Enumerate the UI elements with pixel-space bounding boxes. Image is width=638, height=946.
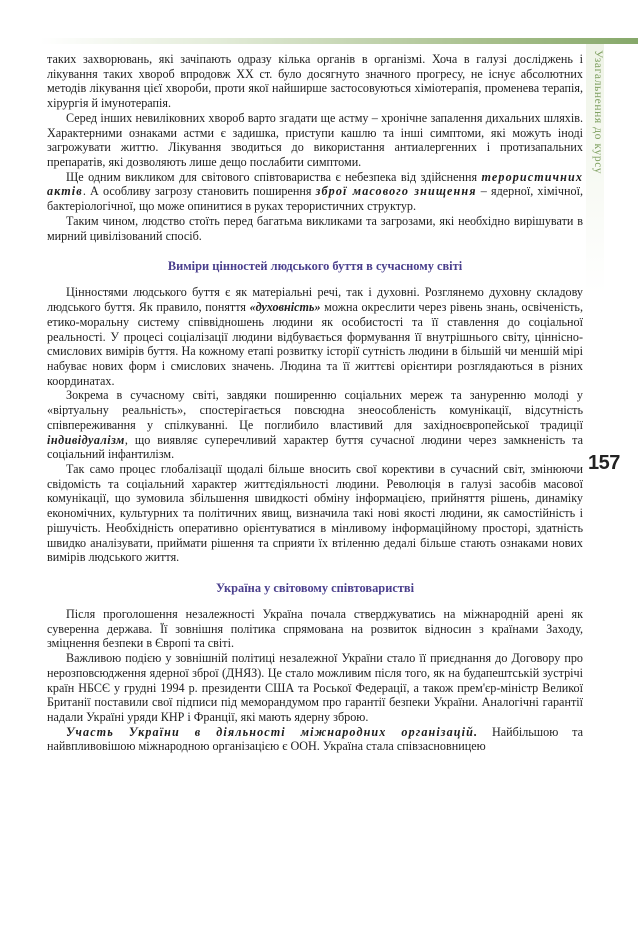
section-ukraine: [47, 607, 583, 754]
text-run: , що виявляє суперечливий характер буття сучасної людини через замкненість та соціальний інфантилізм.: [47, 432, 583, 462]
page-number: 157: [588, 452, 620, 474]
text-run: Ще одним викликом для світового співтовариства є небезпека від здійснення: [66, 169, 482, 184]
side-running-title: Узагальнення до курсу: [592, 50, 604, 175]
paragraph: [47, 285, 583, 388]
paragraph: [47, 111, 583, 170]
paragraph: [47, 651, 583, 725]
text-run: Цінностями людського буття є як матеріальні речі, так і духовні. Розглянемо духовну складову людського буття. Як правило, поняття: [47, 285, 583, 315]
section-heading: Україна у світовому співтоваристві: [215, 581, 415, 595]
header-decor-bar: [40, 38, 638, 44]
text-run: Після проголошення незалежності Україна почала стверджуватись на міжнародній арені як суверенна держава. Її зовнішня політика спрямована на розвиток відносин з країнами Заходу, зміцнення безпеки в Європі та світі.: [47, 607, 583, 651]
emphasized-term: Участь України в діяльності міжнародних організацій.: [66, 724, 479, 739]
text-run: Серед інших невиліковних хвороб варто згадати ще астму – хронічне запалення дихальних шляхів. Характерними ознаками астми є задишка, приступи кашлю та інші симптоми, які можуть іноді загрожувати життю. Лікування зводиться до використання антиалергенних і протизапальних препаратів, які дозволяють лише дещо послабити симптоми.: [47, 110, 583, 170]
paragraph: [47, 462, 583, 565]
text-run: Важливою подією у зовнішній політиці незалежної України стало її приєднання до Договору про нерозповсюдження ядерної зброї (ДНЯЗ). Це стало можливим після того, як на будапештській зустрічі країн НБСЄ у грудні 1994 р. президенти США та Роської Федерації, а також прем'єр-міністр Великої Британії поставили свої підписи під меморандумом про гарантії безпеки України. Аналогічні гарантії надали Україні уряди КНР і Франції, які мають ядерну зброю.: [47, 651, 583, 725]
paragraph: [47, 725, 583, 754]
text-run: таких захворювань, які зачіпають одразу кілька органів в організмі. Хоча в галузі досліджень і лікування таких хвороб впродовж XX ст. було досягнуто значного прогресу, не існує абсолютних методів лікування цієї хвороби, проти якої найширше застосовуються хіміотерапія, променева терапія, хірургія й імунотерапія.: [47, 52, 583, 111]
text-run: Зокрема в сучасному світі, завдяки поширенню соціальних мереж та зануренню молоді у «віртуальну реальність», спостерігається повсюдна знеособленість комунікації, відсутність співпереживання у спілкуванні. Це поглибило властивий для західноєвропейської традиції: [47, 388, 583, 432]
text-run: Так само процес глобалізації щодалі більше вносить свої корективи в сучасний світ, змінюючи свідомість та соціальний характер життєдіяльності людини. Революція в галузі засобів масової комунікації, що зумовила збільшення швидкості обміну інформацією, прийняття рішень, динаміку економічних, культурних та політичних явищ, визначила такі нові якості людини, як самостійність і рішучість. Необхідність оперативно орієнтуватися в мінливому інформаційному просторі, здатність швидко аналізувати, приймати рішення та сприяти їх втіленню дедалі більше стають ознаками нових вимірів людського життя.: [47, 461, 583, 565]
paragraph: [47, 214, 583, 243]
text-run: можна окреслити через рівень знань, освіченість, етико-моральну систему співвідношень людини як особистості та її ставлення до соціальної реальності. У процесі соціалізації людини відбувається формування її внутрішнього світу, ціннісно-смислових вимірів буття. На кожному етапі розвитку історії сутність людини в більшій чи меншій мірі набуває нових форм і смислових значень. Людина та її життєві орієнтири розглядаються в різних координатах.: [47, 300, 583, 388]
emphasized-term: терористичних актів: [47, 169, 583, 199]
paragraph: [47, 607, 583, 651]
emphasized-term: індивідуалізм: [47, 432, 125, 447]
intro-block: [47, 52, 583, 243]
section-values: [47, 285, 583, 565]
text-run: – ядерної, хімічної, бактеріологічної, що може опинитися в руках терористичних структур.: [47, 184, 584, 214]
paragraph: [47, 52, 583, 111]
paragraph: [47, 170, 583, 214]
section-heading: Виміри цінностей людського буття в сучасному світі: [167, 259, 463, 274]
page-body: [47, 52, 583, 754]
emphasized-term: зброї масового знищення: [315, 184, 477, 199]
emphasized-term: «духовність»: [249, 300, 321, 315]
text-run: . А особливу загрозу становить поширення: [82, 184, 316, 199]
text-run: Найбільшою та найвпливовішою міжнародною організацією є ООН. Україна стала співзасновницею: [47, 724, 583, 754]
text-run: Таким чином, людство стоїть перед багатьма викликами та загрозами, які необхідно вирішувати в мирний цивілізований спосіб.: [47, 213, 583, 243]
paragraph: [47, 388, 583, 462]
